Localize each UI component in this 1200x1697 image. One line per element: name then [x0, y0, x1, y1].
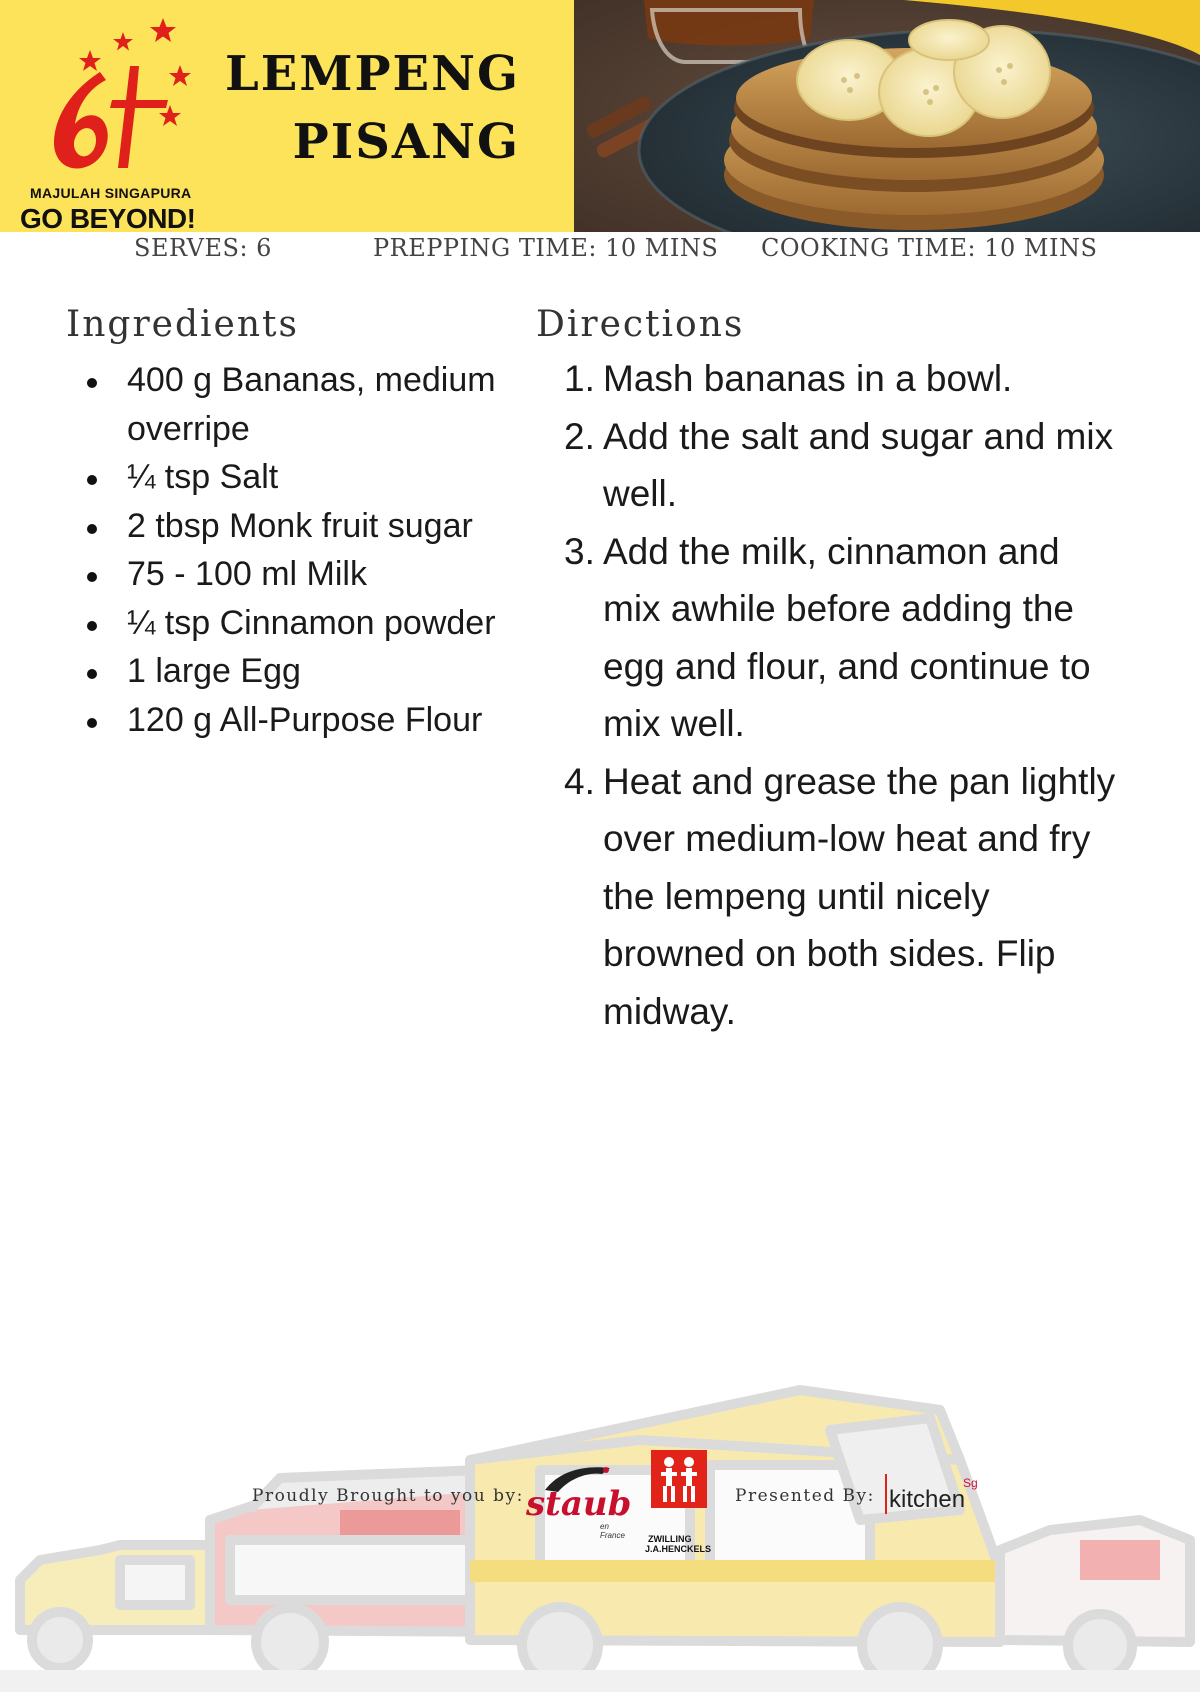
direction-step	[566, 350, 1126, 408]
zwilling-subtitle: J.A.HENCKELS	[645, 1544, 712, 1554]
kitchen-wordmark: kitchen	[889, 1486, 966, 1513]
ingredients-heading: Ingredients	[66, 304, 299, 345]
step-text: Add the milk, cinnamon and mix awhile before adding the egg and flour, and continue to mix well.	[603, 530, 1091, 744]
recipe-title	[220, 40, 520, 176]
kitchen-sg-logo	[885, 1470, 995, 1530]
step-text: Add the salt and sugar and mix well.	[603, 415, 1114, 514]
recipe-title-line2: PISANG	[292, 114, 520, 170]
ingredient-item: 400 g Bananas, medium overripe	[70, 356, 540, 453]
sg61-logo	[8, 8, 198, 234]
direction-step	[566, 753, 1126, 1041]
direction-step	[566, 523, 1126, 753]
kitchen-sg-superscript: Sg	[963, 1476, 978, 1490]
presented-by-text: Presented By:	[735, 1486, 875, 1506]
prep-time-info: PREPPING TIME: 10 MINS	[373, 234, 719, 262]
kitchen-sg-accent-bar	[885, 1474, 887, 1514]
ingredient-item: 120 g All-Purpose Flour	[70, 696, 540, 745]
logo-tagline: MAJULAH SINGAPURA	[30, 185, 192, 201]
step-number: 4.	[564, 760, 595, 802]
ingredients-list	[70, 356, 540, 744]
step-number: 3.	[564, 530, 595, 572]
footer	[0, 1370, 1200, 1692]
zwilling-wordmark: ZWILLING	[648, 1534, 692, 1544]
staub-subtitle: en France	[600, 1522, 625, 1540]
staub-wordmark: staub	[526, 1484, 632, 1524]
zwilling-logo	[645, 1450, 715, 1560]
title-panel	[0, 0, 574, 232]
banana-pancake-image	[574, 0, 1200, 232]
serves-info: SERVES: 6	[134, 234, 272, 262]
step-number: 1.	[564, 358, 595, 399]
sg61-emblem	[8, 8, 198, 183]
ingredient-item: ¼ tsp Salt	[70, 453, 540, 502]
step-text: Heat and grease the pan lightly over medium-low heat and fry the lempeng until nicely browned on both sides. Flip midway.	[603, 760, 1116, 1032]
directions-list	[566, 350, 1126, 1040]
pancake-photo	[574, 0, 1200, 232]
cook-time-info: COOKING TIME: 10 MINS	[761, 234, 1098, 262]
ingredient-item: 2 tbsp Monk fruit sugar	[70, 502, 540, 551]
ingredient-item: ¼ tsp Cinnamon powder	[70, 599, 540, 648]
step-number: 2.	[564, 415, 595, 457]
ingredient-item: 1 large Egg	[70, 647, 540, 696]
brought-by-text: Proudly Brought to you by:	[252, 1486, 524, 1506]
step-text: Mash bananas in a bowl.	[603, 358, 1013, 399]
recipe-header	[0, 0, 1200, 232]
directions-heading: Directions	[536, 304, 745, 345]
twin-figure-icon	[651, 1450, 707, 1508]
recipe-title-line1: LEMPENG	[224, 46, 520, 102]
direction-step	[566, 408, 1126, 523]
ingredient-item: 75 - 100 ml Milk	[70, 550, 540, 599]
logo-slogan: GO BEYOND!	[20, 203, 196, 234]
staub-logo	[520, 1460, 635, 1540]
